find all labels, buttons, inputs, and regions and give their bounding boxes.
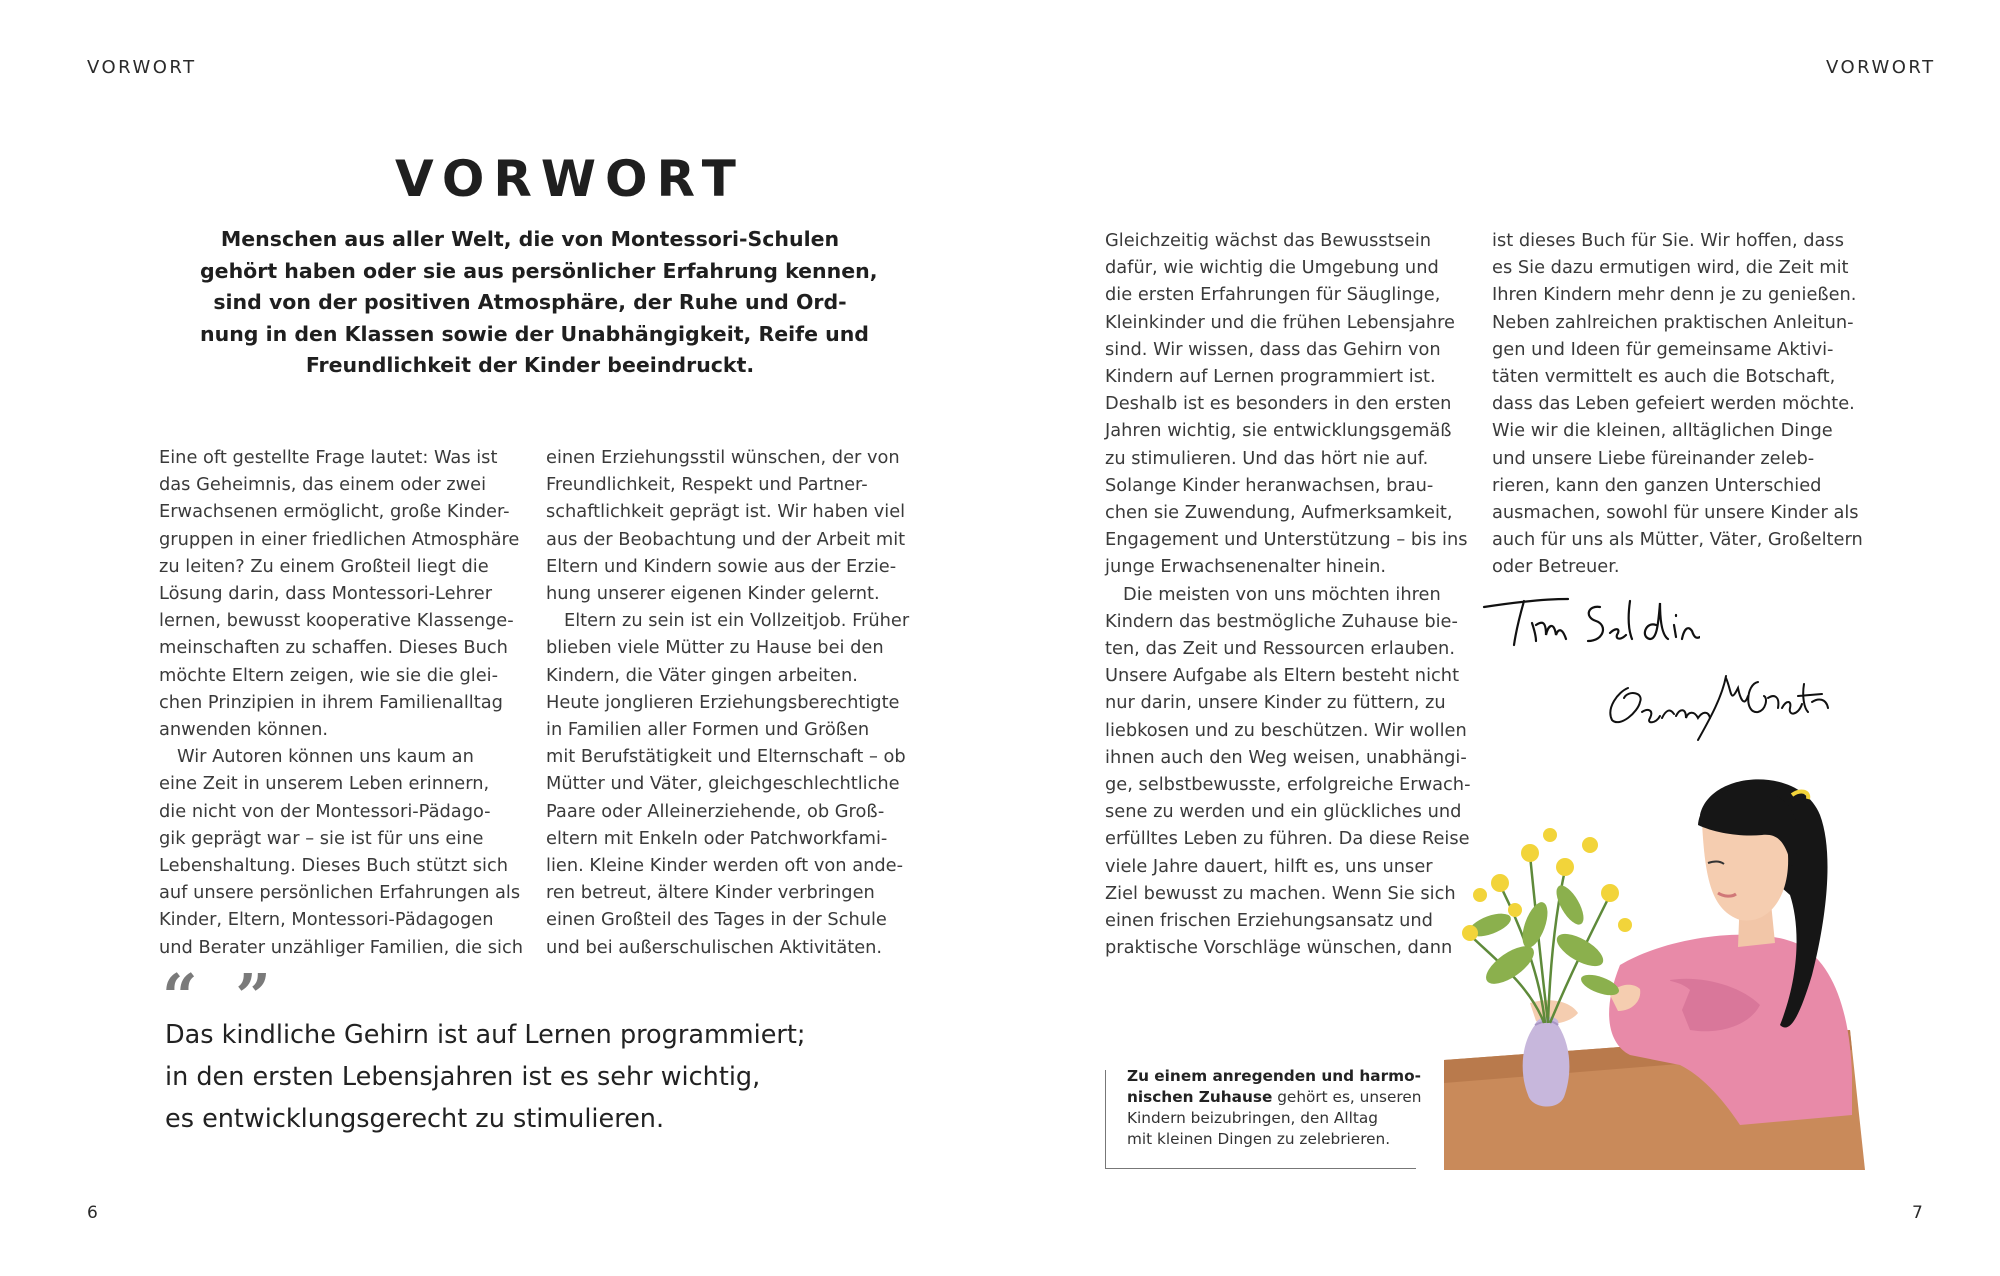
text-line: es entwicklungsgerecht zu stimulieren. xyxy=(165,1104,665,1134)
page-number-right: 7 xyxy=(1912,1203,1923,1223)
text-line: auch für uns als Mütter, Väter, Großeltern xyxy=(1492,529,1863,551)
text-line: Ihren Kindern mehr denn je zu genießen. xyxy=(1492,284,1857,306)
text-line: eine Zeit in unserem Leben erinnern, xyxy=(159,773,490,795)
text-line: Kleinkinder und die frühen Lebensjahre xyxy=(1105,311,1455,333)
text-line: Freundlichkeit, Respekt und Partner- xyxy=(546,474,868,496)
text-line: das Geheimnis, das einem oder zwei xyxy=(159,474,487,496)
page-title: VORWORT xyxy=(395,150,745,208)
text-line: oder Betreuer. xyxy=(1492,556,1620,578)
text-line: praktische Vorschläge wünschen, dann xyxy=(1105,937,1453,959)
text-line: rieren, kann den ganzen Unterschied xyxy=(1492,474,1822,496)
text-line: Lösung darin, dass Montessori-Lehrer xyxy=(159,583,493,605)
signature-tim-seldin xyxy=(1480,585,1700,655)
text-line: Solange Kinder heranwachsen, brau- xyxy=(1105,474,1434,496)
text-line: ge, selbstbewusste, erfolgreiche Erwach- xyxy=(1105,774,1471,796)
right-column-1 xyxy=(1105,227,1485,961)
text-line: einen frischen Erziehungsansatz und xyxy=(1105,910,1433,932)
text-line: zu stimulieren. Und das hört nie auf. xyxy=(1105,447,1429,469)
text-line: ist dieses Buch für Sie. Wir hoffen, dass xyxy=(1492,230,1844,251)
text-line: Paare oder Alleinerziehende, ob Groß- xyxy=(546,800,885,822)
running-head-right: VORWORT xyxy=(1826,57,1936,78)
text-line: nung in den Klassen sowie der Unabhängigkeit, Reife und xyxy=(200,321,869,346)
text-line: Mütter und Väter, gleichgeschlechtliche xyxy=(546,773,900,795)
left-column-2 xyxy=(546,444,926,961)
text-line: Neben zahlreichen praktischen Anleitun- xyxy=(1492,311,1854,333)
text-line: blieben viele Mütter zu Hause bei den xyxy=(546,637,884,659)
text-line: die nicht von der Montessori-Pädago- xyxy=(159,800,491,822)
text-line: Unsere Aufgabe als Eltern besteht nicht xyxy=(1105,665,1460,687)
text-line: ihnen auch den Weg weisen, unabhängi- xyxy=(1105,746,1467,768)
figure-caption: Zu einem anregenden und harmo- nischen Zuhause gehört es, unseren Kindern beizubringen, den Alltag mit kleinen Dingen zu zelebrieren. xyxy=(1127,1067,1422,1148)
text-line: eltern mit Enkeln oder Patchworkfami- xyxy=(546,827,888,849)
text-line: aus der Beobachtung und der Arbeit mit xyxy=(546,528,906,550)
text-line: Eltern und Kindern sowie aus der Erzie- xyxy=(546,555,897,577)
text-line: Menschen aus aller Welt, die von Montessori-Schulen xyxy=(220,227,840,251)
text-line: schaftlichkeit geprägt ist. Wir haben viel xyxy=(546,501,906,523)
text-line: Jahren wichtig, sie entwicklungsgemäß xyxy=(1105,420,1452,442)
text-line: und unsere Liebe füreinander zeleb- xyxy=(1492,447,1815,469)
text-line: dass das Leben gefeiert werden möchte. xyxy=(1492,393,1855,415)
text-line: Ziel bewusst zu machen. Wenn Sie sich xyxy=(1105,882,1456,904)
text-line: Kindern das bestmögliche Zuhause bie- xyxy=(1105,610,1458,632)
text-line: mit Berufstätigkeit und Elternschaft – ob xyxy=(546,746,906,768)
text-line: ausmachen, sowohl für unsere Kinder als xyxy=(1492,502,1859,524)
text-line: dafür, wie wichtig die Umgebung und xyxy=(1105,257,1439,279)
text-line: täten vermittelt es auch die Botschaft, xyxy=(1492,366,1836,388)
page-number-left: 6 xyxy=(87,1203,98,1223)
text-line: junge Erwachsenenalter hinein. xyxy=(1105,556,1387,578)
text-line: ren betreut, ältere Kinder verbringen xyxy=(546,882,875,904)
text-line: Kindern, die Väter gingen arbeiten. xyxy=(546,664,858,686)
text-line: einen Großteil des Tages in der Schule xyxy=(546,909,887,931)
text-line: Erwachsenen ermöglicht, große Kinder- xyxy=(159,501,510,523)
text-line: in Familien aller Formen und Größen xyxy=(546,719,870,741)
text-line: lien. Kleine Kinder werden oft von ande- xyxy=(546,855,904,877)
text-line: Das kindliche Gehirn ist auf Lernen programmiert; xyxy=(165,1020,806,1050)
text-line: hung unserer eigenen Kinder gelernt. xyxy=(546,583,880,605)
text-line: liebkosen und zu beschützen. Wir wollen xyxy=(1105,719,1467,741)
text-line: erfülltes Leben zu führen. Da diese Reise xyxy=(1105,828,1470,850)
text-line: möchte Eltern zeigen, wie sie die glei- xyxy=(159,664,499,686)
text-line: Lebenshaltung. Dieses Buch stützt sich xyxy=(159,855,509,877)
text-line: gik geprägt war – sie ist für uns eine xyxy=(159,827,484,849)
pull-quote xyxy=(165,1014,805,1140)
signature-lorna-mcgrath xyxy=(1598,668,1838,748)
text-line: Freundlichkeit der Kinder beeindruckt. xyxy=(305,353,755,377)
text-line: ten, das Zeit und Ressourcen erlauben. xyxy=(1105,638,1455,660)
left-column-1 xyxy=(159,444,539,961)
text-line: anwenden können. xyxy=(159,719,329,741)
text-line: zu leiten? Zu einem Großteil liegt die xyxy=(159,555,489,577)
text-line: Gleichzeitig wächst das Bewusstsein xyxy=(1105,230,1432,251)
girl-arranging-flowers-illustration xyxy=(1440,775,1865,1170)
intro-paragraph xyxy=(200,224,878,382)
text-line: gruppen in einer friedlichen Atmosphäre xyxy=(159,528,520,550)
text-line: Heute jonglieren Erziehungsberechtigte xyxy=(546,691,900,713)
text-line: Wie wir die kleinen, alltäglichen Dinge xyxy=(1492,420,1833,442)
text-line: sind. Wir wissen, dass das Gehirn von xyxy=(1105,338,1441,360)
text-line: chen sie Zuwendung, Aufmerksamkeit, xyxy=(1105,502,1453,524)
text-line: sene zu werden und ein glückliches und xyxy=(1105,801,1462,823)
text-line: Eine oft gestellte Frage lautet: Was ist xyxy=(159,447,498,468)
text-line: Kindern auf Lernen programmiert ist. xyxy=(1105,366,1436,388)
right-column-2 xyxy=(1492,227,1872,581)
text-line: gehört haben oder sie aus persönlicher Erfahrung kennen, xyxy=(200,258,878,283)
text-line: viele Jahre dauert, hilft es, uns unser xyxy=(1105,855,1433,877)
text-line: Deshalb ist es besonders in den ersten xyxy=(1105,393,1452,415)
text-line: Eltern zu sein ist ein Vollzeitjob. Früher xyxy=(564,610,910,632)
vase-shape xyxy=(1523,1017,1570,1107)
text-line: Kinder, Eltern, Montessori-Pädagogen xyxy=(159,909,494,931)
text-line: Engagement und Unterstützung – bis ins xyxy=(1105,529,1468,551)
text-line: chen Prinzipien in ihrem Familienalltag xyxy=(159,691,503,713)
text-line: Die meisten von uns möchten ihren xyxy=(1123,583,1441,605)
text-line: und Berater unzähliger Familien, die sich xyxy=(159,936,524,958)
text-line: und bei außerschulischen Aktivitäten. xyxy=(546,936,883,958)
text-line: in den ersten Lebensjahren ist es sehr wichtig, xyxy=(165,1062,761,1092)
text-line: nur darin, unsere Kinder zu füttern, zu xyxy=(1105,692,1446,714)
text-line: die ersten Erfahrungen für Säuglinge, xyxy=(1105,284,1441,306)
text-line: einen Erziehungsstil wünschen, der von xyxy=(546,447,900,468)
running-head-left: VORWORT xyxy=(87,57,197,78)
text-line: es Sie dazu ermutigen wird, die Zeit mit xyxy=(1492,257,1849,279)
quote-marks-icon: “ ” xyxy=(162,960,279,1033)
text-line: auf unsere persönlichen Erfahrungen als xyxy=(159,882,521,904)
text-line: lernen, bewusst kooperative Klassenge- xyxy=(159,610,514,632)
text-line: Wir Autoren können uns kaum an xyxy=(177,746,474,768)
text-line: meinschaften zu schaffen. Dieses Buch xyxy=(159,637,508,659)
text-line: sind von der positiven Atmosphäre, der Ruhe und Ord- xyxy=(213,290,847,314)
text-line: gen und Ideen für gemeinsame Aktivi- xyxy=(1492,338,1834,360)
